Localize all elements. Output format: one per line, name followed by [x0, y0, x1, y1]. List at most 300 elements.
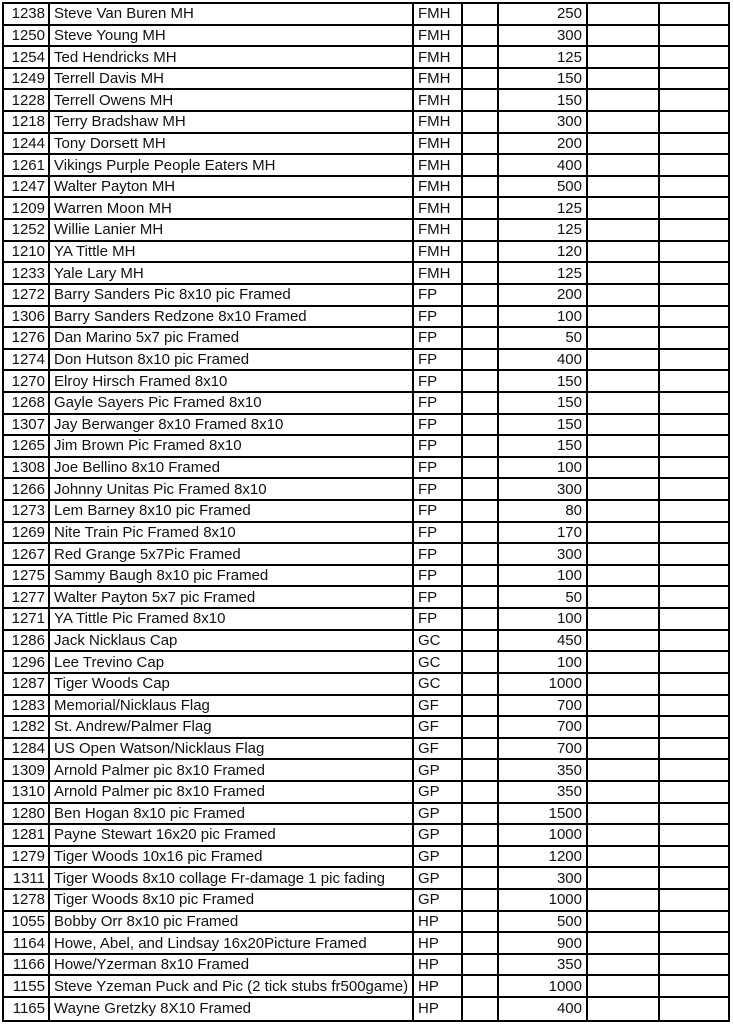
price-cell: 150	[499, 393, 588, 413]
category-code-cell: GF	[414, 717, 463, 737]
blank-cell-1	[463, 933, 499, 953]
table-row	[4, 717, 728, 739]
category-code-cell: FP	[414, 371, 463, 391]
item-id-cell: 1165	[4, 998, 50, 1020]
item-description-cell: Bobby Orr 8x10 pic Framed	[50, 912, 414, 932]
item-description-cell: Nite Train Pic Framed 8x10	[50, 523, 414, 543]
table-row	[4, 479, 728, 501]
blank-cell-3	[660, 350, 728, 370]
category-code-cell: FP	[414, 436, 463, 456]
item-id-cell: 1244	[4, 134, 50, 154]
blank-cell-1	[463, 674, 499, 694]
blank-cell-1	[463, 890, 499, 910]
price-cell: 125	[499, 47, 588, 67]
item-description-cell: St. Andrew/Palmer Flag	[50, 717, 414, 737]
table-row	[4, 955, 728, 977]
blank-cell-3	[660, 890, 728, 910]
table-row	[4, 825, 728, 847]
blank-cell-2	[588, 760, 660, 780]
category-code-cell: GC	[414, 631, 463, 651]
item-id-cell: 1238	[4, 4, 50, 24]
blank-cell-2	[588, 847, 660, 867]
blank-cell-1	[463, 26, 499, 46]
category-code-cell: FMH	[414, 47, 463, 67]
item-description-cell: Lem Barney 8x10 pic Framed	[50, 501, 414, 521]
blank-cell-1	[463, 436, 499, 456]
item-id-cell: 1307	[4, 415, 50, 435]
item-id-cell: 1277	[4, 587, 50, 607]
blank-cell-3	[660, 371, 728, 391]
blank-cell-3	[660, 263, 728, 283]
item-id-cell: 1166	[4, 955, 50, 975]
price-cell: 900	[499, 933, 588, 953]
blank-cell-1	[463, 393, 499, 413]
blank-cell-3	[660, 782, 728, 802]
item-description-cell: Dan Marino 5x7 pic Framed	[50, 328, 414, 348]
blank-cell-1	[463, 631, 499, 651]
blank-cell-1	[463, 501, 499, 521]
blank-cell-2	[588, 90, 660, 110]
blank-cell-2	[588, 652, 660, 672]
item-id-cell: 1269	[4, 523, 50, 543]
table-row	[4, 868, 728, 890]
blank-cell-1	[463, 998, 499, 1020]
blank-cell-2	[588, 436, 660, 456]
blank-cell-3	[660, 912, 728, 932]
item-id-cell: 1306	[4, 307, 50, 327]
blank-cell-1	[463, 220, 499, 240]
price-cell: 300	[499, 112, 588, 132]
item-description-cell: Terrell Owens MH	[50, 90, 414, 110]
category-code-cell: FP	[414, 523, 463, 543]
blank-cell-1	[463, 263, 499, 283]
item-description-cell: Gayle Sayers Pic Framed 8x10	[50, 393, 414, 413]
table-row	[4, 501, 728, 523]
category-code-cell: FP	[414, 285, 463, 305]
price-cell: 700	[499, 696, 588, 716]
table-row	[4, 177, 728, 199]
blank-cell-2	[588, 263, 660, 283]
item-description-cell: Jack Nicklaus Cap	[50, 631, 414, 651]
blank-cell-2	[588, 371, 660, 391]
item-id-cell: 1249	[4, 69, 50, 89]
item-id-cell: 1267	[4, 544, 50, 564]
item-description-cell: Wayne Gretzky 8X10 Framed	[50, 998, 414, 1020]
item-id-cell: 1273	[4, 501, 50, 521]
table-row	[4, 739, 728, 761]
price-cell: 400	[499, 998, 588, 1020]
item-description-cell: Terry Bradshaw MH	[50, 112, 414, 132]
category-code-cell: FMH	[414, 198, 463, 218]
category-code-cell: GP	[414, 782, 463, 802]
blank-cell-3	[660, 134, 728, 154]
category-code-cell: FP	[414, 544, 463, 564]
blank-cell-2	[588, 674, 660, 694]
blank-cell-2	[588, 220, 660, 240]
blank-cell-3	[660, 26, 728, 46]
item-description-cell: Memorial/Nicklaus Flag	[50, 696, 414, 716]
blank-cell-1	[463, 609, 499, 629]
blank-cell-1	[463, 976, 499, 996]
table-row	[4, 890, 728, 912]
blank-cell-3	[660, 458, 728, 478]
blank-cell-2	[588, 523, 660, 543]
blank-cell-3	[660, 955, 728, 975]
blank-cell-1	[463, 760, 499, 780]
blank-cell-2	[588, 501, 660, 521]
table-row	[4, 587, 728, 609]
blank-cell-2	[588, 912, 660, 932]
price-cell: 350	[499, 782, 588, 802]
category-code-cell: FMH	[414, 26, 463, 46]
blank-cell-3	[660, 90, 728, 110]
category-code-cell: FMH	[414, 155, 463, 175]
table-row	[4, 458, 728, 480]
item-id-cell: 1252	[4, 220, 50, 240]
price-cell: 1000	[499, 890, 588, 910]
item-description-cell: Steve Yzeman Puck and Pic (2 tick stubs fr500game)	[50, 976, 414, 996]
category-code-cell: FMH	[414, 90, 463, 110]
blank-cell-1	[463, 415, 499, 435]
blank-cell-3	[660, 717, 728, 737]
item-id-cell: 1284	[4, 739, 50, 759]
table-row	[4, 674, 728, 696]
blank-cell-1	[463, 825, 499, 845]
item-id-cell: 1286	[4, 631, 50, 651]
price-cell: 1200	[499, 847, 588, 867]
item-description-cell: Payne Stewart 16x20 pic Framed	[50, 825, 414, 845]
blank-cell-3	[660, 198, 728, 218]
table-row	[4, 696, 728, 718]
table-row	[4, 69, 728, 91]
table-row	[4, 90, 728, 112]
blank-cell-1	[463, 4, 499, 24]
blank-cell-1	[463, 47, 499, 67]
item-description-cell: Tiger Woods 8x10 collage Fr-damage 1 pic fading	[50, 868, 414, 888]
category-code-cell: FMH	[414, 263, 463, 283]
category-code-cell: GP	[414, 847, 463, 867]
table-row	[4, 804, 728, 826]
category-code-cell: HP	[414, 976, 463, 996]
table-row	[4, 285, 728, 307]
blank-cell-2	[588, 307, 660, 327]
blank-cell-3	[660, 544, 728, 564]
category-code-cell: GP	[414, 890, 463, 910]
category-code-cell: FMH	[414, 134, 463, 154]
blank-cell-3	[660, 285, 728, 305]
category-code-cell: FP	[414, 587, 463, 607]
blank-cell-1	[463, 847, 499, 867]
price-cell: 1000	[499, 825, 588, 845]
table-row	[4, 263, 728, 285]
blank-cell-1	[463, 523, 499, 543]
price-cell: 1500	[499, 804, 588, 824]
blank-cell-3	[660, 587, 728, 607]
blank-cell-2	[588, 868, 660, 888]
blank-cell-2	[588, 739, 660, 759]
category-code-cell: HP	[414, 912, 463, 932]
blank-cell-3	[660, 242, 728, 262]
blank-cell-3	[660, 501, 728, 521]
blank-cell-2	[588, 69, 660, 89]
item-id-cell: 1278	[4, 890, 50, 910]
blank-cell-2	[588, 242, 660, 262]
blank-cell-3	[660, 652, 728, 672]
price-cell: 150	[499, 436, 588, 456]
item-description-cell: Ted Hendricks MH	[50, 47, 414, 67]
price-cell: 100	[499, 566, 588, 586]
blank-cell-1	[463, 328, 499, 348]
price-cell: 250	[499, 4, 588, 24]
price-cell: 100	[499, 458, 588, 478]
table-row	[4, 998, 728, 1020]
blank-cell-2	[588, 566, 660, 586]
item-description-cell: YA Tittle Pic Framed 8x10	[50, 609, 414, 629]
category-code-cell: FMH	[414, 177, 463, 197]
blank-cell-1	[463, 587, 499, 607]
item-description-cell: Walter Payton MH	[50, 177, 414, 197]
blank-cell-2	[588, 631, 660, 651]
blank-cell-1	[463, 285, 499, 305]
price-cell: 400	[499, 350, 588, 370]
item-id-cell: 1282	[4, 717, 50, 737]
item-id-cell: 1308	[4, 458, 50, 478]
table-row	[4, 371, 728, 393]
item-id-cell: 1228	[4, 90, 50, 110]
price-cell: 125	[499, 220, 588, 240]
item-description-cell: Tiger Woods 10x16 pic Framed	[50, 847, 414, 867]
item-description-cell: Lee Trevino Cap	[50, 652, 414, 672]
table-row	[4, 134, 728, 156]
blank-cell-2	[588, 933, 660, 953]
blank-cell-3	[660, 631, 728, 651]
item-id-cell: 1155	[4, 976, 50, 996]
blank-cell-2	[588, 393, 660, 413]
blank-cell-2	[588, 587, 660, 607]
blank-cell-3	[660, 436, 728, 456]
table-row	[4, 26, 728, 48]
table-row	[4, 760, 728, 782]
blank-cell-2	[588, 350, 660, 370]
blank-cell-3	[660, 307, 728, 327]
blank-cell-2	[588, 458, 660, 478]
table-row	[4, 307, 728, 329]
category-code-cell: HP	[414, 998, 463, 1020]
price-cell: 100	[499, 307, 588, 327]
price-cell: 125	[499, 198, 588, 218]
category-code-cell: GF	[414, 696, 463, 716]
price-cell: 300	[499, 26, 588, 46]
table-row	[4, 652, 728, 674]
blank-cell-2	[588, 415, 660, 435]
blank-cell-3	[660, 393, 728, 413]
blank-cell-2	[588, 155, 660, 175]
item-id-cell: 1275	[4, 566, 50, 586]
category-code-cell: FP	[414, 393, 463, 413]
blank-cell-1	[463, 479, 499, 499]
item-id-cell: 1266	[4, 479, 50, 499]
table-row	[4, 912, 728, 934]
blank-cell-1	[463, 155, 499, 175]
item-id-cell: 1279	[4, 847, 50, 867]
category-code-cell: GC	[414, 652, 463, 672]
category-code-cell: FP	[414, 458, 463, 478]
item-id-cell: 1233	[4, 263, 50, 283]
item-description-cell: YA Tittle MH	[50, 242, 414, 262]
blank-cell-2	[588, 285, 660, 305]
item-description-cell: US Open Watson/Nicklaus Flag	[50, 739, 414, 759]
table-row	[4, 609, 728, 631]
category-code-cell: FMH	[414, 112, 463, 132]
blank-cell-2	[588, 804, 660, 824]
category-code-cell: FP	[414, 415, 463, 435]
blank-cell-1	[463, 696, 499, 716]
item-id-cell: 1280	[4, 804, 50, 824]
item-description-cell: Tiger Woods Cap	[50, 674, 414, 694]
item-id-cell: 1272	[4, 285, 50, 305]
item-id-cell: 1254	[4, 47, 50, 67]
blank-cell-3	[660, 760, 728, 780]
item-id-cell: 1296	[4, 652, 50, 672]
item-description-cell: Howe, Abel, and Lindsay 16x20Picture Framed	[50, 933, 414, 953]
blank-cell-1	[463, 458, 499, 478]
price-cell: 300	[499, 544, 588, 564]
table-row	[4, 782, 728, 804]
item-description-cell: Walter Payton 5x7 pic Framed	[50, 587, 414, 607]
category-code-cell: FMH	[414, 220, 463, 240]
table-row	[4, 4, 728, 26]
price-cell: 100	[499, 652, 588, 672]
category-code-cell: FP	[414, 501, 463, 521]
item-description-cell: Steve Young MH	[50, 26, 414, 46]
price-cell: 125	[499, 263, 588, 283]
blank-cell-3	[660, 825, 728, 845]
blank-cell-3	[660, 112, 728, 132]
table-row	[4, 976, 728, 998]
table-row	[4, 933, 728, 955]
item-description-cell: Jay Berwanger 8x10 Framed 8x10	[50, 415, 414, 435]
blank-cell-1	[463, 242, 499, 262]
blank-cell-3	[660, 479, 728, 499]
blank-cell-3	[660, 804, 728, 824]
price-cell: 700	[499, 717, 588, 737]
category-code-cell: FP	[414, 566, 463, 586]
blank-cell-1	[463, 177, 499, 197]
blank-cell-2	[588, 134, 660, 154]
item-description-cell: Arnold Palmer pic 8x10 Framed	[50, 782, 414, 802]
blank-cell-2	[588, 479, 660, 499]
item-description-cell: Johnny Unitas Pic Framed 8x10	[50, 479, 414, 499]
item-id-cell: 1261	[4, 155, 50, 175]
table-row	[4, 350, 728, 372]
item-id-cell: 1250	[4, 26, 50, 46]
category-code-cell: GP	[414, 868, 463, 888]
blank-cell-2	[588, 47, 660, 67]
blank-cell-1	[463, 566, 499, 586]
blank-cell-3	[660, 47, 728, 67]
category-code-cell: FP	[414, 609, 463, 629]
price-cell: 170	[499, 523, 588, 543]
item-id-cell: 1311	[4, 868, 50, 888]
table-row	[4, 198, 728, 220]
category-code-cell: FP	[414, 479, 463, 499]
blank-cell-1	[463, 804, 499, 824]
item-id-cell: 1309	[4, 760, 50, 780]
blank-cell-1	[463, 371, 499, 391]
category-code-cell: HP	[414, 933, 463, 953]
blank-cell-2	[588, 609, 660, 629]
blank-cell-2	[588, 26, 660, 46]
item-description-cell: Red Grange 5x7Pic Framed	[50, 544, 414, 564]
blank-cell-1	[463, 198, 499, 218]
category-code-cell: FP	[414, 307, 463, 327]
item-description-cell: Steve Van Buren MH	[50, 4, 414, 24]
item-id-cell: 1268	[4, 393, 50, 413]
item-description-cell: Joe Bellino 8x10 Framed	[50, 458, 414, 478]
price-cell: 300	[499, 868, 588, 888]
blank-cell-3	[660, 868, 728, 888]
price-cell: 350	[499, 955, 588, 975]
blank-cell-2	[588, 544, 660, 564]
item-description-cell: Vikings Purple People Eaters MH	[50, 155, 414, 175]
blank-cell-2	[588, 4, 660, 24]
category-code-cell: FMH	[414, 242, 463, 262]
table-row	[4, 847, 728, 869]
price-cell: 400	[499, 155, 588, 175]
blank-cell-3	[660, 220, 728, 240]
price-cell: 150	[499, 371, 588, 391]
blank-cell-1	[463, 544, 499, 564]
price-cell: 50	[499, 328, 588, 348]
item-id-cell: 1247	[4, 177, 50, 197]
blank-cell-2	[588, 696, 660, 716]
blank-cell-2	[588, 890, 660, 910]
price-cell: 150	[499, 415, 588, 435]
item-id-cell: 1271	[4, 609, 50, 629]
blank-cell-1	[463, 912, 499, 932]
price-cell: 450	[499, 631, 588, 651]
blank-cell-1	[463, 955, 499, 975]
price-cell: 150	[499, 90, 588, 110]
blank-cell-3	[660, 674, 728, 694]
price-cell: 50	[499, 587, 588, 607]
blank-cell-3	[660, 415, 728, 435]
blank-cell-1	[463, 307, 499, 327]
price-cell: 500	[499, 912, 588, 932]
item-id-cell: 1281	[4, 825, 50, 845]
item-id-cell: 1209	[4, 198, 50, 218]
blank-cell-1	[463, 90, 499, 110]
price-cell: 1000	[499, 674, 588, 694]
price-cell: 100	[499, 609, 588, 629]
blank-cell-2	[588, 976, 660, 996]
blank-cell-3	[660, 523, 728, 543]
category-code-cell: GF	[414, 739, 463, 759]
table-row	[4, 328, 728, 350]
item-id-cell: 1274	[4, 350, 50, 370]
item-description-cell: Tony Dorsett MH	[50, 134, 414, 154]
item-id-cell: 1310	[4, 782, 50, 802]
category-code-cell: GP	[414, 804, 463, 824]
item-description-cell: Arnold Palmer pic 8x10 Framed	[50, 760, 414, 780]
blank-cell-3	[660, 933, 728, 953]
price-cell: 150	[499, 69, 588, 89]
item-description-cell: Elroy Hirsch Framed 8x10	[50, 371, 414, 391]
price-cell: 80	[499, 501, 588, 521]
item-description-cell: Terrell Davis MH	[50, 69, 414, 89]
table-row	[4, 155, 728, 177]
blank-cell-2	[588, 177, 660, 197]
